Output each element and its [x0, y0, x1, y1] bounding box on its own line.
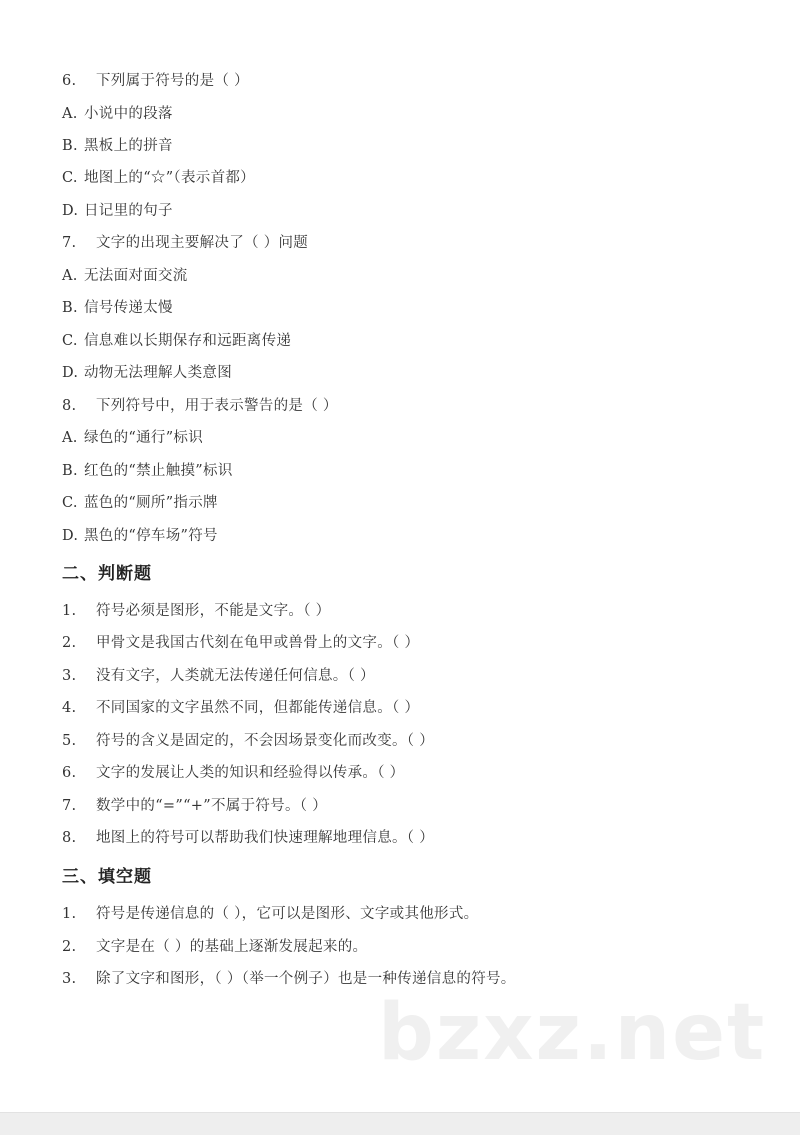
- item-text: 文字的发展让人类的知识和经验得以传承。（ ）: [96, 765, 405, 781]
- option-letter: C.: [62, 333, 78, 349]
- fill-item-1: [62, 904, 478, 924]
- item-text: 除了文字和图形，（ ）（举一个例子）也是一种传递信息的符号。: [96, 971, 516, 987]
- judgement-item-6: [62, 763, 404, 783]
- option-6c: [62, 168, 255, 188]
- option-8b: [62, 461, 233, 481]
- item-text: 数学中的“=”“+”不属于符号。（ ）: [96, 798, 328, 814]
- question-text: 文字的出现主要解决了（ ）问题: [96, 235, 309, 251]
- judgement-item-3: [62, 666, 375, 686]
- option-6a: [62, 104, 173, 124]
- item-text: 地图上的符号可以帮助我们快速理解地理信息。（ ）: [96, 830, 435, 846]
- option-7a: [62, 266, 188, 286]
- option-letter: B.: [62, 138, 78, 154]
- item-number: 3.: [62, 971, 77, 987]
- option-text: 动物无法理解人类意图: [84, 365, 232, 381]
- option-8c: [62, 493, 218, 513]
- judgement-item-2: [62, 633, 419, 653]
- option-letter: D.: [62, 528, 79, 544]
- option-text: 信号传递太慢: [84, 300, 173, 316]
- judgement-item-7: [62, 796, 327, 816]
- judgement-item-5: [62, 731, 434, 751]
- option-7b: [62, 298, 173, 318]
- option-8d: [62, 526, 218, 546]
- question-number: 7.: [62, 235, 77, 251]
- question-text: 下列符号中，用于表示警告的是（ ）: [96, 398, 338, 414]
- option-8a: [62, 428, 203, 448]
- option-6b: [62, 136, 173, 156]
- item-text: 符号的含义是固定的，不会因场景变化而改变。（ ）: [96, 733, 435, 749]
- option-text: 蓝色的“厕所”指示牌: [84, 495, 218, 511]
- item-text: 符号必须是图形，不能是文字。（ ）: [96, 603, 331, 619]
- option-letter: D.: [62, 365, 79, 381]
- option-letter: A.: [62, 106, 78, 122]
- judgement-item-4: [62, 698, 419, 718]
- question-number: 8.: [62, 398, 77, 414]
- judgement-item-8: [62, 828, 434, 848]
- page-bottom-edge: [0, 1112, 800, 1135]
- option-text: 小说中的段落: [84, 106, 173, 122]
- option-letter: B.: [62, 463, 78, 479]
- item-number: 1.: [62, 906, 77, 922]
- option-letter: B.: [62, 300, 78, 316]
- item-number: 1.: [62, 603, 77, 619]
- item-number: 2.: [62, 939, 77, 955]
- watermark: bzxz.net: [378, 988, 767, 1078]
- item-number: 5.: [62, 733, 77, 749]
- option-letter: D.: [62, 203, 79, 219]
- question-8: [62, 396, 338, 416]
- option-6d: [62, 201, 173, 221]
- item-number: 3.: [62, 668, 77, 684]
- question-number: 6.: [62, 73, 77, 89]
- item-number: 7.: [62, 798, 77, 814]
- item-number: 8.: [62, 830, 77, 846]
- item-text: 没有文字，人类就无法传递任何信息。（ ）: [96, 668, 375, 684]
- option-text: 黑板上的拼音: [84, 138, 173, 154]
- option-text: 黑色的“停车场”符号: [84, 528, 218, 544]
- item-number: 6.: [62, 765, 77, 781]
- fill-item-3: [62, 969, 516, 989]
- question-7: [62, 233, 308, 253]
- item-text: 符号是传递信息的（ ），它可以是图形、文字或其他形式。: [96, 906, 479, 922]
- item-text: 不同国家的文字虽然不同，但都能传递信息。（ ）: [96, 700, 420, 716]
- option-text: 地图上的“☆”（表示首都）: [84, 170, 255, 186]
- question-text: 下列属于符号的是（ ）: [96, 73, 249, 89]
- option-7d: [62, 363, 232, 383]
- option-text: 信息难以长期保存和远距离传递: [84, 333, 292, 349]
- fill-item-2: [62, 937, 367, 957]
- item-number: 2.: [62, 635, 77, 651]
- item-number: 4.: [62, 700, 77, 716]
- option-text: 无法面对面交流: [84, 268, 188, 284]
- item-text: 文字是在（ ）的基础上逐渐发展起来的。: [96, 939, 368, 955]
- option-7c: [62, 331, 291, 351]
- option-letter: A.: [62, 430, 78, 446]
- option-letter: C.: [62, 495, 78, 511]
- section-heading-judgement: 二、判断题: [62, 564, 152, 584]
- judgement-item-1: [62, 601, 330, 621]
- section-heading-fill-blank: 三、填空题: [62, 867, 152, 887]
- option-text: 绿色的“通行”标识: [84, 430, 204, 446]
- item-text: 甲骨文是我国古代刻在龟甲或兽骨上的文字。（ ）: [96, 635, 420, 651]
- option-letter: C.: [62, 170, 78, 186]
- option-text: 红色的“禁止触摸”标识: [84, 463, 233, 479]
- option-text: 日记里的句子: [84, 203, 173, 219]
- question-6: [62, 71, 249, 91]
- option-letter: A.: [62, 268, 78, 284]
